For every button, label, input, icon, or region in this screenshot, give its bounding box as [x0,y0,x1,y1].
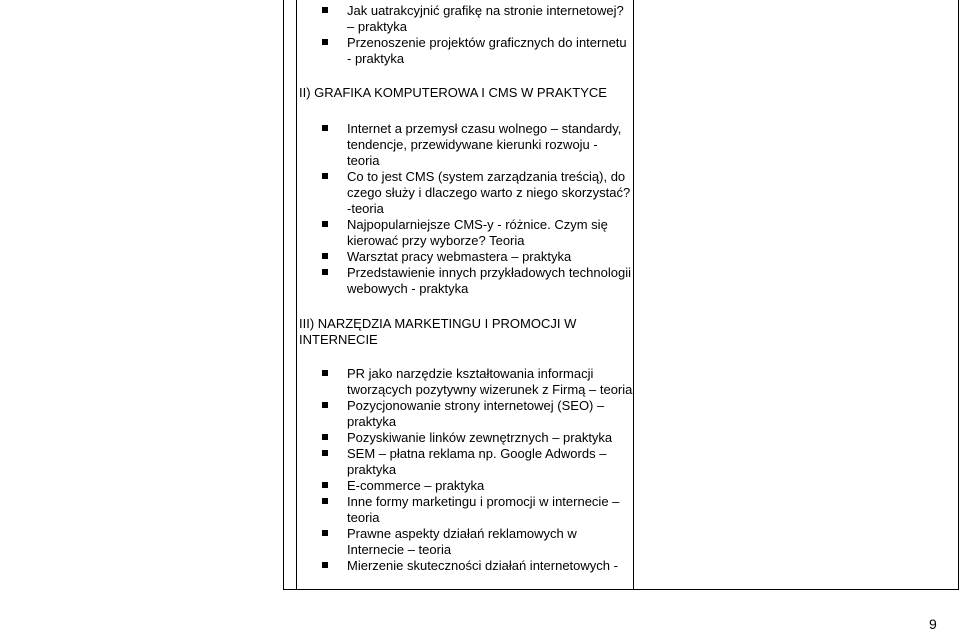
table-left-column [284,0,297,589]
bullet-icon [322,482,328,488]
list-item: Przenoszenie projektów graficznych do internetu - praktyka [303,35,633,67]
list-item: Najpopularniejsze CMS-y - różnice. Czym się kierować przy wyborze? Teoria [303,217,633,249]
bullet-icon [322,498,328,504]
list-item: PR jako narzędzie kształtowania informacji tworzących pozytywny wizerunek z Firmą – teoria [303,366,633,398]
bullet-icon [322,221,328,227]
bullet-icon [322,434,328,440]
bullet-icon [322,125,328,131]
bullet-icon [322,253,328,259]
section-iii-list [303,366,633,574]
section-iii-heading: III) NARZĘDZIA MARKETINGU I PROMOCJI W INTERNECIE [299,316,577,347]
bullet-icon [322,370,328,376]
bullet-icon [322,39,328,45]
list-item: Pozyskiwanie linków zewnętrznych – praktyka [303,430,633,446]
section-ii-heading: II) GRAFIKA KOMPUTEROWA I CMS W PRAKTYCE [299,85,607,100]
list-item: E-commerce – praktyka [303,478,633,494]
page-number: 9 [929,616,937,632]
bullet-icon [322,530,328,536]
bullet-icon [322,7,328,13]
bullet-icon [322,173,328,179]
bullet-icon [322,402,328,408]
list-item: Przedstawienie innych przykładowych technologii webowych - praktyka [303,265,633,297]
table-right-column [633,0,958,589]
list-item: Mierzenie skuteczności działań internetowych - [303,558,633,574]
intro-list [303,3,633,67]
list-item: Pozycjonowanie strony internetowej (SEO) – praktyka [303,398,633,430]
bullet-icon [322,269,328,275]
list-item: SEM – płatna reklama np. Google Adwords – praktyka [303,446,633,478]
list-item: Prawne aspekty działań reklamowych w Internecie – teoria [303,526,633,558]
bullet-icon [322,562,328,568]
list-item: Co to jest CMS (system zarządzania treścią), do czego służy i dlaczego warto z niego skorzystać? -teoria [303,169,633,217]
list-item: Internet a przemysł czasu wolnego – standardy, tendencje, przewidywane kierunki rozwoju - teoria [303,121,633,169]
list-item: Warsztat pracy webmastera – praktyka [303,249,633,265]
list-item: Jak uatrakcyjnić grafikę na stronie internetowej? – praktyka [303,3,633,35]
section-ii-list [303,121,633,297]
bullet-icon [322,450,328,456]
list-item: Inne formy marketingu i promocji w internecie – teoria [303,494,633,526]
